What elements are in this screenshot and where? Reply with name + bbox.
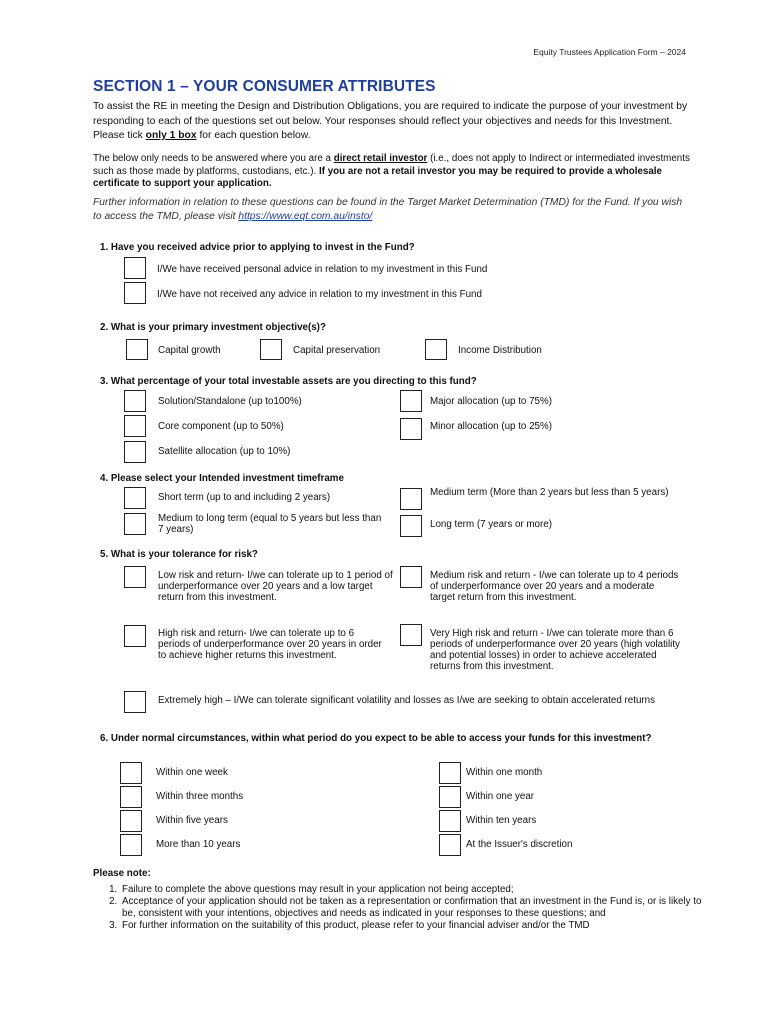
q6-checkbox-one-year[interactable] xyxy=(439,786,461,808)
q3-option-satellite: Satellite allocation (up to 10%) xyxy=(158,446,291,457)
q5-checkbox-high-risk[interactable] xyxy=(124,625,146,647)
q5-option-low-risk: Low risk and return- I/we can tolerate up to 1 period of underperformance over 20 years and a low target return from this investment. xyxy=(158,570,393,603)
q4-checkbox-medium-long-term[interactable] xyxy=(124,513,146,535)
question-6-title: 6. Under normal circumstances, within what period do you expect to be able to access your funds for this investment? xyxy=(100,733,652,744)
q4-option-short-term: Short term (up to and including 2 years) xyxy=(158,492,331,503)
q6-option-issuer-discretion: At the Issuer's discretion xyxy=(466,839,573,850)
q6-checkbox-five-years[interactable] xyxy=(120,810,142,832)
intro-paragraph-1 xyxy=(93,100,693,144)
intro-1-emphasis: only 1 box xyxy=(145,130,197,141)
intro-paragraph-3 xyxy=(93,196,693,224)
q3-checkbox-satellite[interactable] xyxy=(124,441,146,463)
q6-checkbox-one-week[interactable] xyxy=(120,762,142,784)
q6-checkbox-three-months[interactable] xyxy=(120,786,142,808)
intro-2-bold: If you are not a retail investor you may be required to provide a wholesale certificate to support your application. xyxy=(93,165,662,189)
tmd-link[interactable]: https://www.eqt.com.au/insto/ xyxy=(238,211,373,222)
q4-option-long-term: Long term (7 years or more) xyxy=(430,519,552,530)
q2-option-capital-preservation: Capital preservation xyxy=(293,345,381,356)
q2-checkbox-capital-preservation[interactable] xyxy=(260,339,282,360)
question-3-title: 3. What percentage of your total investable assets are you directing to this fund? xyxy=(100,376,477,387)
intro-2-mid: (i.e., does not apply to Indirect or intermediated investments such as those made by platforms, custodians, etc.). xyxy=(93,153,690,177)
q4-checkbox-short-term[interactable] xyxy=(124,487,146,509)
note-item: 2. Acceptance of your application should not be taken as a representation or confirmation that an investment in the Fund is, or is likely to be, consistent with your intentions, objectives and needs as indicated in your responses to these questions; and xyxy=(120,896,710,920)
q2-option-capital-growth: Capital growth xyxy=(158,345,221,356)
q4-checkbox-long-term[interactable] xyxy=(400,515,422,537)
q6-option-three-months: Within three months xyxy=(156,791,244,802)
q6-checkbox-one-month[interactable] xyxy=(439,762,461,784)
q1-checkbox-no-advice[interactable] xyxy=(124,282,146,304)
q5-option-very-high-risk: Very High risk and return - I/we can tolerate more than 6 periods of underperformance over 20 years (high volatility and potential losses) in order to achieve accelerated returns from this investment. xyxy=(430,628,680,672)
notes-title: Please note: xyxy=(93,868,151,879)
question-5-title: 5. What is your tolerance for risk? xyxy=(100,549,258,560)
intro-1-text: To assist the RE in meeting the Design and Distribution Obligations, you are required to indicate the purpose of your investment by responding to each of the questions set out below. Your responses should reflect your objectives and needs for this Investment. Please tick xyxy=(93,101,688,141)
q1-option-no-advice: I/We have not received any advice in relation to my investment in this Fund xyxy=(157,289,482,300)
q2-option-income-distribution: Income Distribution xyxy=(458,345,542,356)
q6-checkbox-more-than-10[interactable] xyxy=(120,834,142,856)
q4-option-medium-term: Medium term (More than 2 years but less than 5 years) xyxy=(430,487,669,498)
q5-option-high-risk: High risk and return- I/we can tolerate up to 6 periods of underperformance over 20 years in order to achieve higher returns this investment. xyxy=(158,628,382,661)
q6-option-ten-years: Within ten years xyxy=(466,815,537,826)
q3-option-minor: Minor allocation (up to 25%) xyxy=(430,421,552,432)
q4-option-medium-long-term: Medium to long term (equal to 5 years but less than 7 years) xyxy=(158,513,382,535)
q3-option-standalone: Solution/Standalone (up to100%) xyxy=(158,396,302,407)
question-1-title: 1. Have you received advice prior to applying to invest in the Fund? xyxy=(100,242,415,253)
note-item: 3. For further information on the suitability of this product, please refer to your financial adviser and/or the TMD xyxy=(120,920,710,932)
q3-checkbox-minor[interactable] xyxy=(400,418,422,440)
intro-2-emphasis: direct retail investor xyxy=(333,153,428,164)
q5-option-medium-risk: Medium risk and return - I/we can tolerate up to 4 periods of underperformance over 20 years and a moderate target return from this investment. xyxy=(430,570,679,603)
q6-option-one-year: Within one year xyxy=(466,791,535,802)
q6-option-one-month: Within one month xyxy=(466,767,543,778)
q6-checkbox-issuer-discretion[interactable] xyxy=(439,834,461,856)
q1-option-advice: I/We have received personal advice in relation to my investment in this Fund xyxy=(157,264,488,275)
notes-list xyxy=(100,884,710,932)
q6-checkbox-ten-years[interactable] xyxy=(439,810,461,832)
q6-option-one-week: Within one week xyxy=(156,767,228,778)
q5-checkbox-low-risk[interactable] xyxy=(124,566,146,588)
q2-checkbox-income-distribution[interactable] xyxy=(425,339,447,360)
q4-checkbox-medium-term[interactable] xyxy=(400,488,422,510)
q3-checkbox-core[interactable] xyxy=(124,415,146,437)
question-2-title: 2. What is your primary investment objective(s)? xyxy=(100,322,326,333)
intro-1-end: for each question below. xyxy=(196,130,311,141)
q3-checkbox-major[interactable] xyxy=(400,390,422,412)
note-item: 1. Failure to complete the above questions may result in your application not being accepted; xyxy=(120,884,710,896)
q5-checkbox-medium-risk[interactable] xyxy=(400,566,422,588)
q5-checkbox-very-high-risk[interactable] xyxy=(400,624,422,646)
q6-option-five-years: Within five years xyxy=(156,815,228,826)
form-header: Equity Trustees Application Form – 2024 xyxy=(533,47,686,57)
intro-2-text: The below only needs to be answered where you are a xyxy=(93,153,334,164)
intro-paragraph-2 xyxy=(93,153,693,191)
q2-checkbox-capital-growth[interactable] xyxy=(126,339,148,360)
intro-3-text: Further information in relation to these questions can be found in the Target Market Determination (TMD) for the Fund. If you wish to access the TMD, please visit xyxy=(93,197,683,222)
q3-checkbox-standalone[interactable] xyxy=(124,390,146,412)
question-4-title: 4. Please select your Intended investment timeframe xyxy=(100,473,344,484)
q6-option-more-than-10: More than 10 years xyxy=(156,839,241,850)
q5-option-extremely-high: Extremely high – I/We can tolerate significant volatility and losses as I/we are seeking to obtain accelerated returns xyxy=(158,695,655,706)
q3-option-core: Core component (up to 50%) xyxy=(158,421,284,432)
q5-checkbox-extremely-high[interactable] xyxy=(124,691,146,713)
q1-checkbox-advice[interactable] xyxy=(124,257,146,279)
q3-option-major: Major allocation (up to 75%) xyxy=(430,396,552,407)
section-title: SECTION 1 – YOUR CONSUMER ATTRIBUTES xyxy=(93,78,436,95)
